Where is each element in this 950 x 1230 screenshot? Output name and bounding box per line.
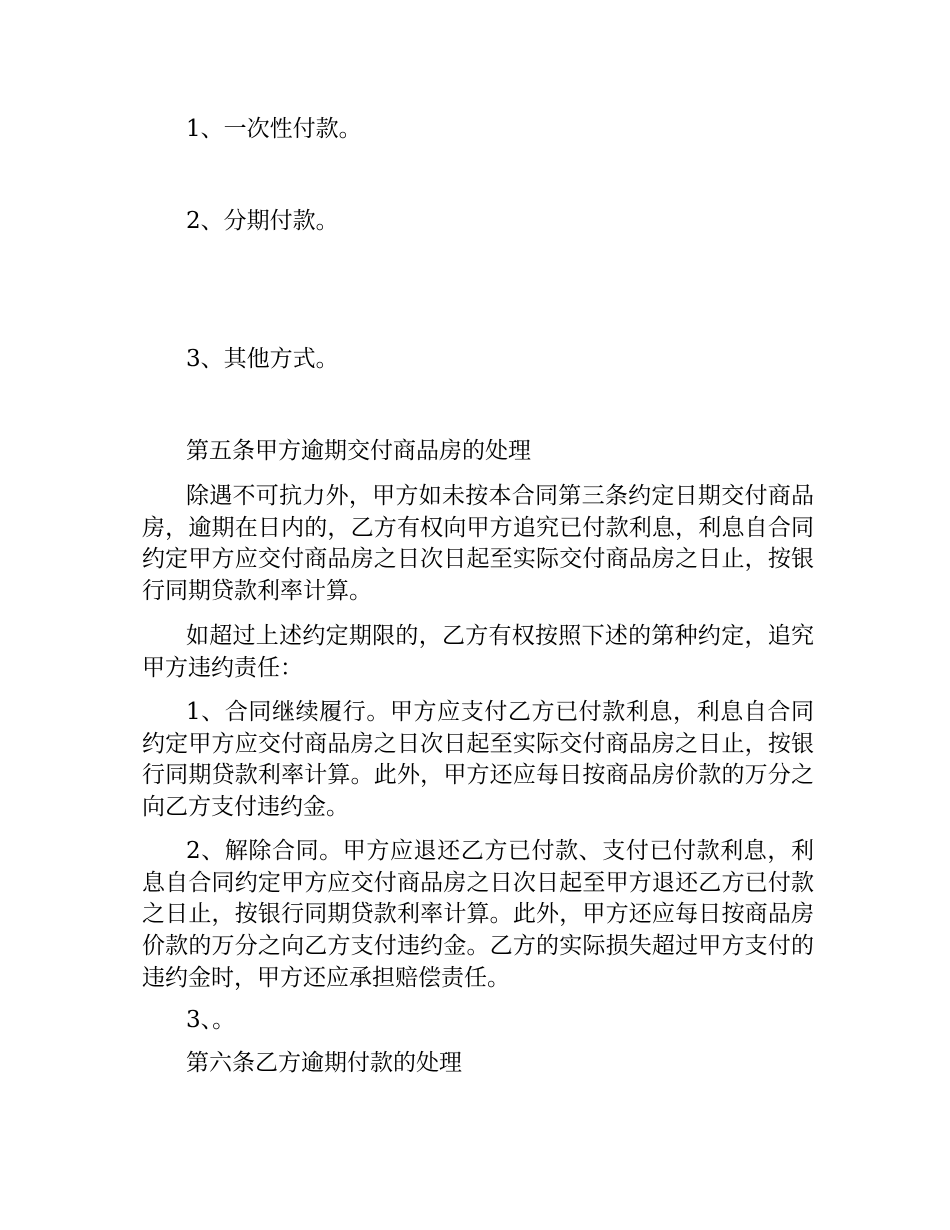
- article-5-heading: 第五条甲方逾期交付商品房的处理: [186, 438, 531, 464]
- payment-option-2: 2、分期付款。: [186, 208, 339, 234]
- article-5-paragraph-2: 如超过上述约定期限的，乙方有权按照下述的第种约定，追究甲方违约责任：: [142, 623, 814, 681]
- article-5-paragraph-3: 1、合同继续履行。甲方应支付乙方已付款利息，利息自合同约定甲方应交付商品房之日次日起至实际交付商品房之日止，按银行同期贷款利率计算。此外，甲方还应每日按商品房价款的万分之向乙方支付违约金。: [142, 699, 814, 821]
- article-5-paragraph-5: 3、。: [186, 1007, 236, 1033]
- article-5-paragraph-4: 2、解除合同。甲方应退还乙方已付款、支付已付款利息，利息自合同约定甲方应交付商品房之日次日起至甲方退还乙方已付款之日止，按银行同期贷款利率计算。此外，甲方还应每日按商品房价款的万分之向乙方支付违约金。乙方的实际损失超过甲方支付的违约金时，甲方还应承担赔偿责任。: [142, 838, 814, 991]
- article-6-heading: 第六条乙方逾期付款的处理: [186, 1050, 462, 1076]
- article-5-paragraph-1: 除遇不可抗力外，甲方如未按本合同第三条约定日期交付商品房，逾期在日内的，乙方有权向甲方追究已付款利息，利息自合同约定甲方应交付商品房之日次日起至实际交付商品房之日止，按银行同期贷款利率计算。: [142, 483, 814, 605]
- payment-option-1: 1、一次性付款。: [186, 116, 362, 142]
- payment-option-3: 3、其他方式。: [186, 346, 339, 372]
